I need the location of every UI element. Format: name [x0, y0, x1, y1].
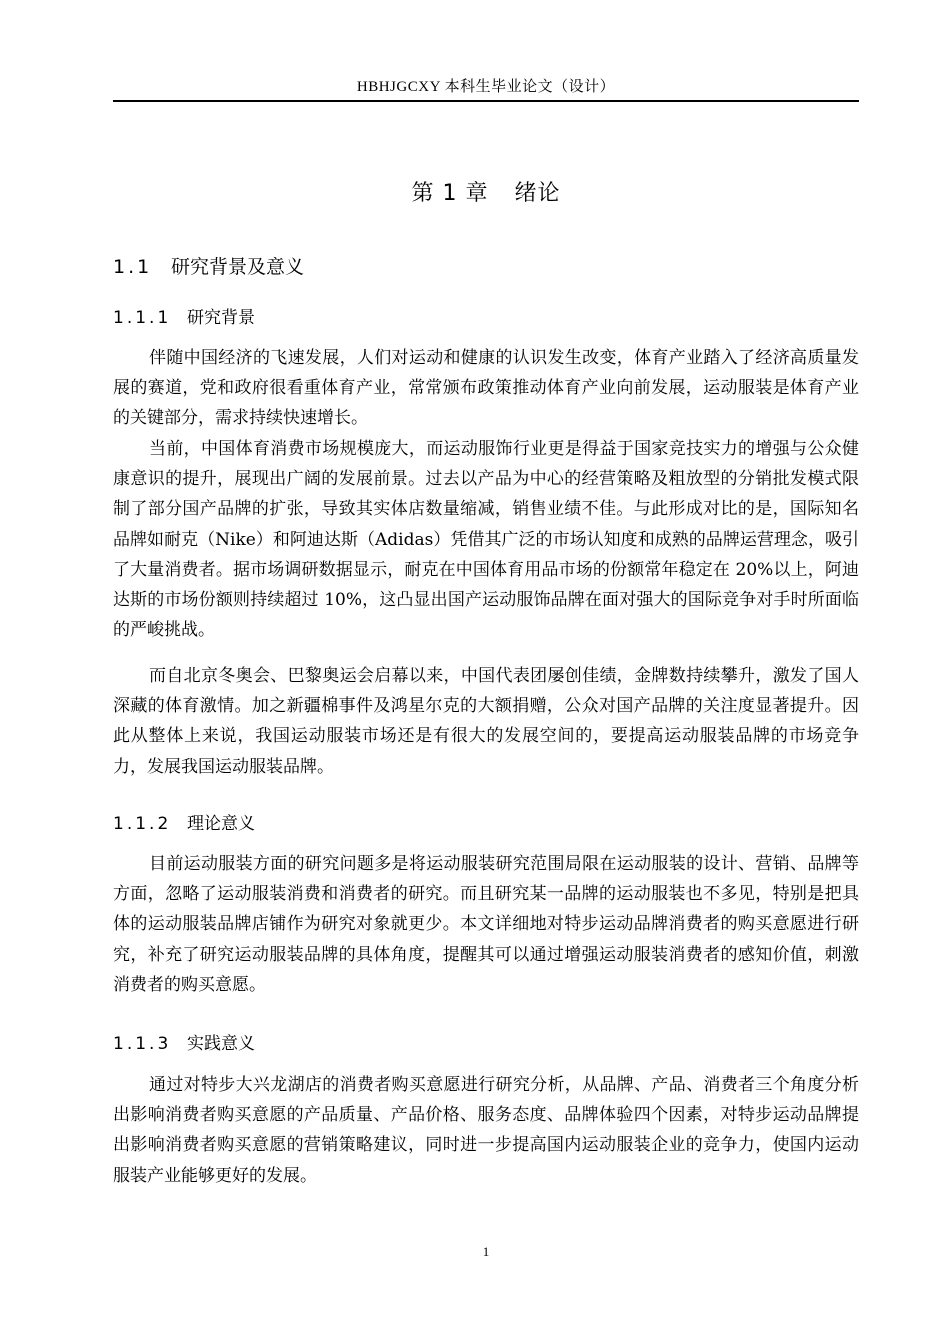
paragraph-practice: 通过对特步大兴龙湖店的消费者购买意愿进行研究分析，从品牌、产品、消费者三个角度分析出影响消费者购买意愿的产品质量、产品价格、服务态度、品牌体验四个因素，对特步运动品牌提出影响消费者购买意愿的营销策略建议，同时进一步提高国内运动服装企业的竞争力，使国内运动服装产业能够更好的发展。 [113, 1075, 859, 1186]
paragraph-background-2: 当前，中国体育消费市场规模庞大，而运动服饰行业更是得益于国家竞技实力的增强与公众健康意识的提升，展现出广阔的发展前景。过去以产品为中心的经营策略及粗放型的分销批发模式限制了部分国产品牌的扩张，导致其实体店数量缩减，销售业绩不佳。与此形成对比的是，国际知名品牌如耐克（Nike）和阿迪达斯（Adidas）凭借其广泛的市场认知度和成熟的品牌运营理念，吸引了大量消费者。据市场调研数据显示，耐克在中国体育用品市场的份额常年稳定在 20%以上，阿迪达斯的市场份额则持续超过 10%，这凸显出国产运动服饰品牌在面对强大的国际竞争对手时所面临的严峻挑战。 [113, 439, 859, 641]
paragraph-theory: 目前运动服装方面的研究问题多是将运动服装研究范围局限在运动服装的设计、营销、品牌等方面，忽略了运动服装消费和消费者的研究。而且研究某一品牌的运动服装也不多见，特别是把具体的运动服装品牌店铺作为研究对象就更少。本文详细地对特步运动品牌消费者的购买意愿进行研究，补充了研究运动服装品牌的具体角度，提醒其可以通过增强运动服装消费者的感知价值，刺激消费者的购买意愿。 [113, 854, 859, 995]
chapter-title [113, 178, 859, 210]
running-header: HBHJGCXY 本科生毕业论文（设计） [356, 79, 616, 95]
section-number: 1.1 [113, 256, 153, 278]
subsection-number: 1.1.2 [113, 814, 172, 834]
section-heading-1-1 [113, 253, 304, 281]
subsection-number: 1.1.1 [113, 308, 172, 328]
subsection-heading-1-1-1 [113, 305, 255, 331]
section-title: 研究背景及意义 [171, 256, 305, 278]
paragraph-background-1: 伴随中国经济的飞速发展，人们对运动和健康的认识发生改变，体育产业踏入了经济高质量发展的赛道，党和政府很看重体育产业，常常颁布政策推动体育产业向前发展，运动服装是体育产业的关键部分，需求持续快速增长。 [113, 348, 859, 429]
subsection-title: 实践意义 [187, 1034, 255, 1054]
page-number: 1 [482, 1244, 490, 1259]
chapter-number: 第 1 章 [411, 181, 489, 206]
subsection-number: 1.1.3 [113, 1034, 172, 1054]
chapter-name: 绪论 [514, 181, 561, 206]
subsection-title: 理论意义 [187, 814, 255, 834]
paragraph-background-3: 而自北京冬奥会、巴黎奥运会启幕以来，中国代表团屡创佳绩，金牌数持续攀升，激发了国人深藏的体育激情。加之新疆棉事件及鸿星尔克的大额捐赠，公众对国产品牌的关注度显著提升。因此从整体上来说，我国运动服装市场还是有很大的发展空间的，要提高运动服装品牌的市场竞争力，发展我国运动服装品牌。 [113, 666, 859, 777]
header-rule [113, 100, 859, 102]
subsection-heading-1-1-2 [113, 811, 255, 837]
subsection-heading-1-1-3 [113, 1031, 255, 1057]
subsection-title: 研究背景 [187, 308, 255, 328]
